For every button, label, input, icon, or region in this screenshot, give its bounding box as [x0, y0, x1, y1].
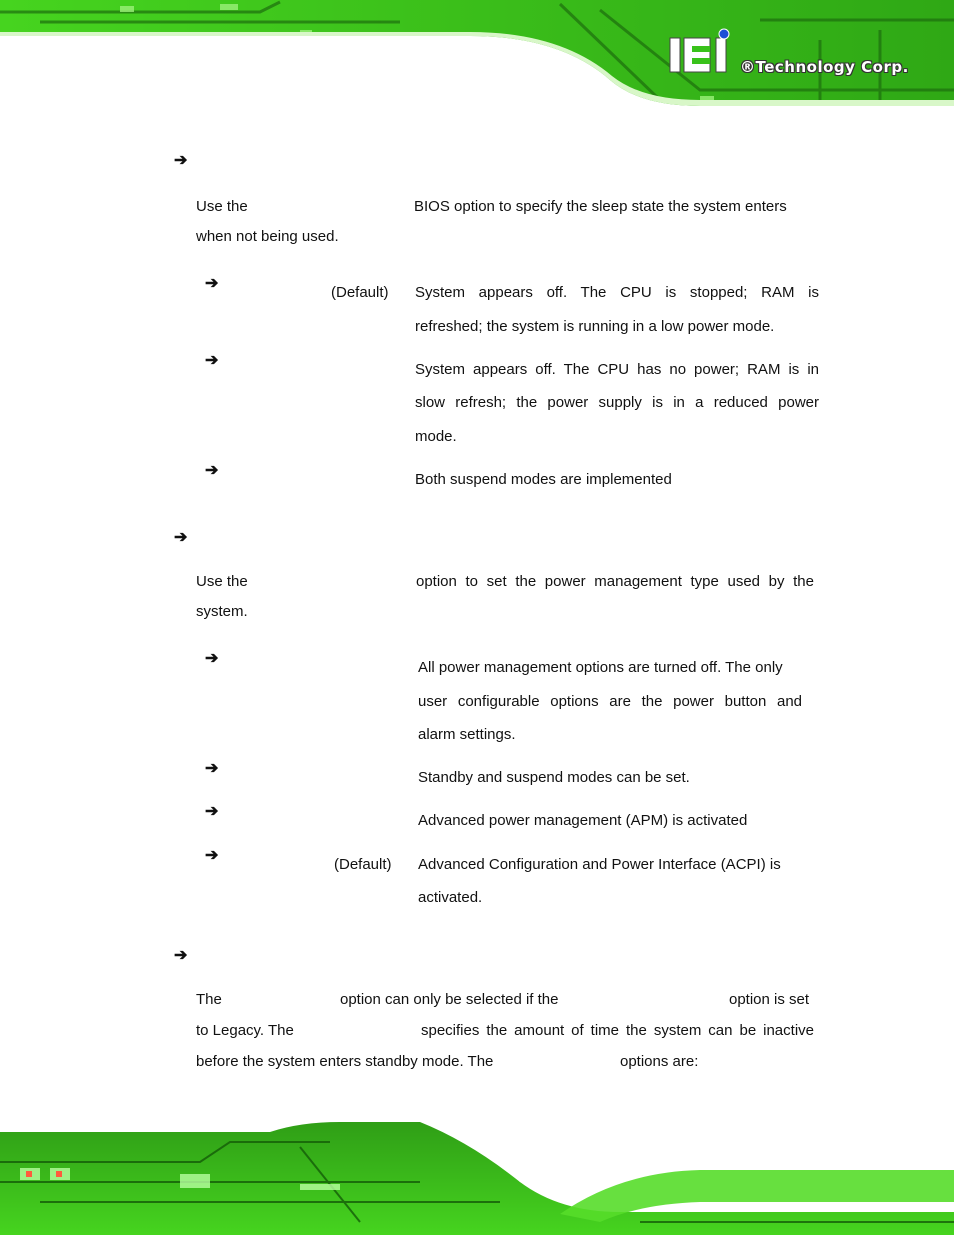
section1-intro-use: Use the [196, 198, 248, 215]
option-description-line: user configurable options are the power button and [418, 693, 802, 710]
iei-logo-mark-icon [668, 28, 738, 74]
option-arrow-icon: ➔ [205, 760, 219, 777]
section3-text: option is set [729, 991, 810, 1008]
section3-text: to Legacy. The [196, 1022, 294, 1039]
option-description-line: slow refresh; the power supply is in a reduced power [415, 394, 819, 411]
pcb-header-graphic [0, 0, 954, 112]
section3-text: options are: [620, 1053, 699, 1070]
option-arrow-icon: ➔ [205, 275, 219, 292]
pcb-footer-graphic [0, 1122, 954, 1235]
option-arrow-icon: ➔ [205, 847, 219, 864]
option-default-tag: (Default) [334, 856, 392, 873]
option-description-line: System appears off. The CPU has no power; RAM is in [415, 361, 819, 378]
section3-text: specifies the amount of time the system can be inactive [421, 1022, 814, 1039]
option-description-line: Advanced power management (APM) is activated [418, 812, 748, 829]
footer-banner [0, 1122, 954, 1235]
option-description-line: activated. [418, 889, 483, 906]
section2-intro-line2: system. [196, 603, 248, 620]
option-arrow-icon: ➔ [205, 352, 219, 369]
section3-text: option can only be selected if the [340, 991, 559, 1008]
option-description-line: Both suspend modes are implemented [415, 471, 672, 488]
header-banner [0, 0, 954, 112]
option-description-line: alarm settings. [418, 726, 516, 743]
option-default-tag: (Default) [331, 284, 389, 301]
option-arrow-icon: ➔ [205, 462, 219, 479]
section2-intro-use: Use the [196, 573, 248, 590]
iei-logo [668, 28, 738, 74]
section3-arrow-icon: ➔ [174, 947, 188, 964]
option-description-line: refreshed; the system is running in a low power mode. [415, 318, 775, 335]
option-description-line: Standby and suspend modes can be set. [418, 769, 690, 786]
section3-text: before the system enters standby mode. The [196, 1053, 494, 1070]
option-arrow-icon: ➔ [205, 650, 219, 667]
section2-intro-rest: option to set the power management type used by the [416, 573, 814, 590]
section1-intro-rest: BIOS option to specify the sleep state the system enters [414, 198, 787, 215]
option-description-line: mode. [415, 428, 457, 445]
section1-arrow-icon: ➔ [174, 152, 188, 169]
section3-text: The [196, 991, 222, 1008]
option-description-line: Advanced Configuration and Power Interface (ACPI) is [418, 856, 781, 873]
option-description-line: All power management options are turned off. The only [418, 659, 783, 676]
section2-arrow-icon: ➔ [174, 529, 188, 546]
option-description-line: System appears off. The CPU is stopped; RAM is [415, 284, 819, 301]
company-name: ®Technology Corp. [740, 58, 909, 76]
section1-intro-line2: when not being used. [196, 228, 339, 245]
option-arrow-icon: ➔ [205, 803, 219, 820]
